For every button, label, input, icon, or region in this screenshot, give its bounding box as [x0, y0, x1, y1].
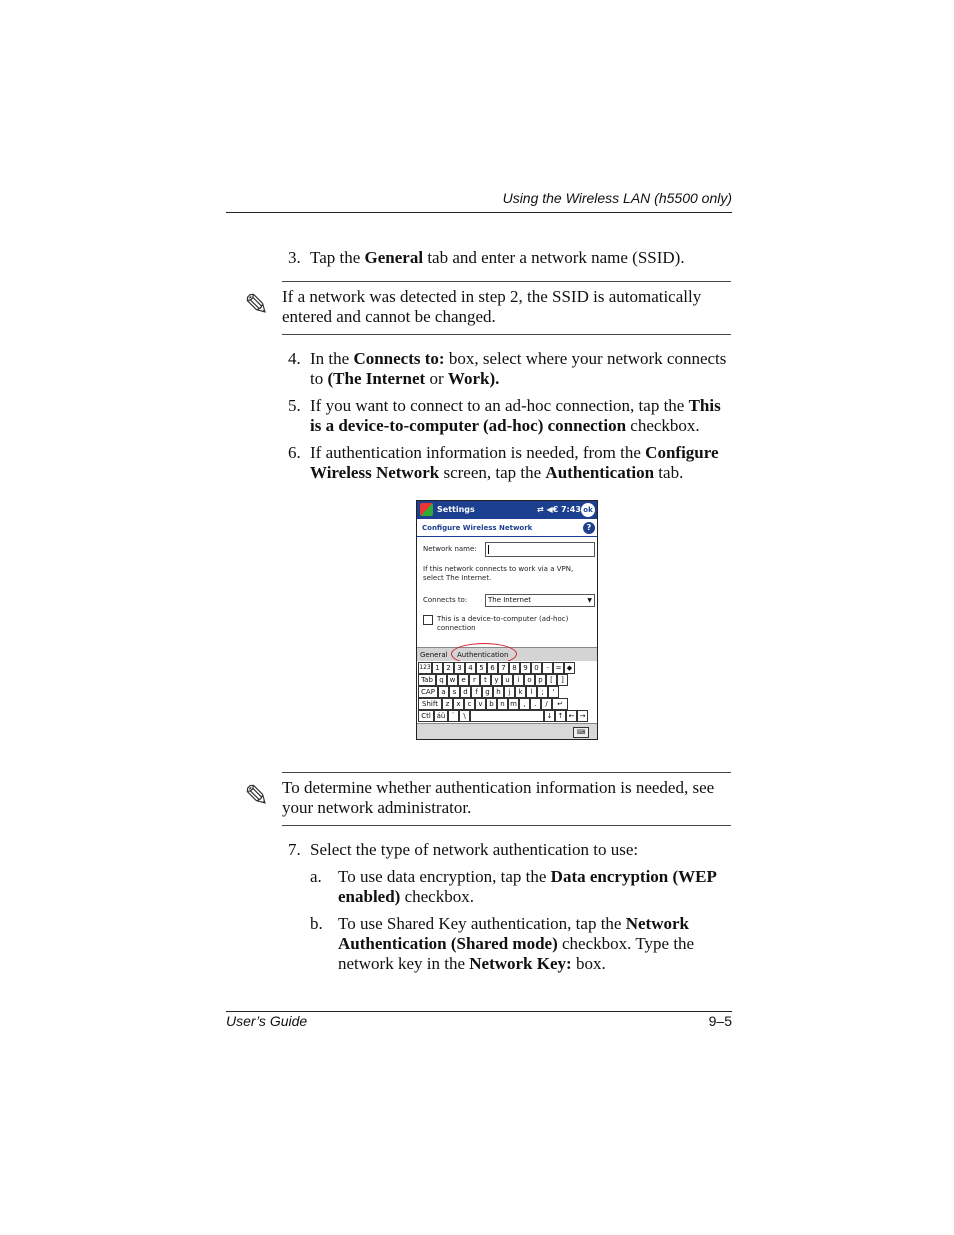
key[interactable]: \ [459, 710, 470, 722]
key[interactable]: , [519, 698, 530, 710]
key[interactable]: 7 [498, 662, 509, 674]
key[interactable]: w [447, 674, 458, 686]
key[interactable]: . [530, 698, 541, 710]
key[interactable]: o [524, 674, 535, 686]
note-top-rule [282, 772, 731, 773]
key[interactable]: v [475, 698, 486, 710]
key[interactable]: 0 [531, 662, 542, 674]
step-3: 3. Tap the General tab and enter a network name (SSID). [288, 248, 685, 267]
key[interactable]: h [493, 686, 504, 698]
key[interactable]: u [502, 674, 513, 686]
key[interactable]: Shift [418, 698, 442, 710]
note-top-rule [282, 281, 731, 282]
step-7: 7. Select the type of network authentication to use: [288, 840, 639, 859]
header-rule [226, 212, 732, 213]
key[interactable]: q [436, 674, 447, 686]
key[interactable]: 123 [418, 662, 432, 674]
connects-to-label: Connects to: [423, 596, 468, 604]
key[interactable]: ↑ [555, 710, 566, 722]
key[interactable]: [ [546, 674, 557, 686]
key[interactable]: 2 [443, 662, 454, 674]
windows-start-icon[interactable] [420, 503, 433, 516]
footer-title: User’s Guide [226, 1013, 308, 1029]
key[interactable]: 5 [476, 662, 487, 674]
key[interactable]: b [486, 698, 497, 710]
key[interactable]: n [497, 698, 508, 710]
key[interactable]: j [504, 686, 515, 698]
key[interactable]: ' [548, 686, 559, 698]
pencil-note-icon: ✎ [244, 288, 270, 323]
key[interactable]: áü [434, 710, 448, 722]
key[interactable]: k [515, 686, 526, 698]
device-screenshot [416, 500, 598, 740]
pencil-note-icon: ✎ [244, 779, 270, 814]
tab-authentication[interactable]: Authentication [457, 651, 509, 659]
status-icons: ⇄ ◀€ 7:43 [537, 505, 581, 514]
key[interactable]: → [577, 710, 588, 722]
step-5: 5. If you want to connect to an ad-hoc connection, tap the This is a device-to-computer (ad-hoc) connection checkbox. [288, 396, 721, 435]
key[interactable]: y [491, 674, 502, 686]
key[interactable]: CAP [418, 686, 438, 698]
key[interactable]: ← [566, 710, 577, 722]
adhoc-checkbox[interactable] [423, 615, 433, 625]
key[interactable]: i [513, 674, 524, 686]
help-icon[interactable]: ? [583, 522, 595, 534]
keyboard-icon[interactable]: ⌨ [573, 727, 589, 738]
step-4: 4. In the Connects to: box, select where your network connects to (The Internet or Work). [288, 349, 727, 388]
substep-a: a. To use data encryption, tap the Data encryption (WEP enabled) checkbox. [310, 867, 716, 906]
note-text: To determine whether authentication information is needed, see your network administrator. [282, 778, 715, 817]
tab-general[interactable]: General [420, 651, 448, 659]
key[interactable]: l [526, 686, 537, 698]
note-bottom-rule [282, 334, 731, 335]
key[interactable]: d [460, 686, 471, 698]
key[interactable]: 8 [509, 662, 520, 674]
key[interactable]: ; [537, 686, 548, 698]
key[interactable]: 1 [432, 662, 443, 674]
key[interactable]: - [542, 662, 553, 674]
title-bar: Settings ⇄ ◀€ 7:43 ok [417, 501, 597, 519]
key[interactable]: z [442, 698, 453, 710]
key[interactable]: ` [448, 710, 459, 722]
running-header: Using the Wireless LAN (h5500 only) [502, 190, 732, 206]
note-bottom-rule [282, 825, 731, 826]
key[interactable]: m [508, 698, 519, 710]
key[interactable]: r [469, 674, 480, 686]
step-6: 6. If authentication information is needed, from the Configure Wireless Network screen, tap the Authentication tab. [288, 443, 719, 482]
soft-keyboard [417, 661, 597, 723]
key[interactable]: s [449, 686, 460, 698]
network-name-label: Network name: [423, 545, 477, 553]
menu-bar [417, 723, 597, 740]
key[interactable]: ] [557, 674, 568, 686]
step-number: 3. [288, 248, 301, 267]
page-number: 9–5 [708, 1013, 732, 1029]
enter-key[interactable]: ↵ [552, 698, 568, 710]
vpn-hint-text: If this network connects to work via a VPN, select The Internet. [423, 565, 574, 582]
key[interactable]: c [464, 698, 475, 710]
key[interactable]: t [480, 674, 491, 686]
note-text: If a network was detected in step 2, the SSID is automatically entered and cannot be changed. [282, 287, 702, 326]
key[interactable]: 9 [520, 662, 531, 674]
key[interactable]: 4 [465, 662, 476, 674]
key[interactable]: Ctl [418, 710, 434, 722]
dropdown-arrow-icon: ▼ [587, 597, 592, 604]
space-key[interactable] [470, 710, 544, 722]
key[interactable]: 3 [454, 662, 465, 674]
substep-b: b. To use Shared Key authentication, tap the Network Authentication (Shared mode) checkbox. Type the network key in the Network Key: box. [310, 914, 695, 973]
footer-rule [226, 1011, 732, 1012]
key[interactable]: Tab [418, 674, 436, 686]
ok-button[interactable]: ok [581, 503, 595, 517]
key[interactable]: x [453, 698, 464, 710]
key[interactable]: a [438, 686, 449, 698]
backspace-key[interactable]: ◆ [564, 662, 575, 674]
key[interactable]: f [471, 686, 482, 698]
network-name-input[interactable] [485, 542, 595, 557]
key[interactable]: p [535, 674, 546, 686]
key[interactable]: / [541, 698, 552, 710]
key[interactable]: e [458, 674, 469, 686]
key[interactable]: ↓ [544, 710, 555, 722]
connects-to-dropdown[interactable]: The Internet ▼ [485, 594, 595, 607]
key[interactable]: = [553, 662, 564, 674]
key[interactable]: 6 [487, 662, 498, 674]
screen-title-bar: Configure Wireless Network [417, 520, 597, 537]
adhoc-label: This is a device-to-computer (ad-hoc) connection [437, 615, 569, 632]
key[interactable]: g [482, 686, 493, 698]
